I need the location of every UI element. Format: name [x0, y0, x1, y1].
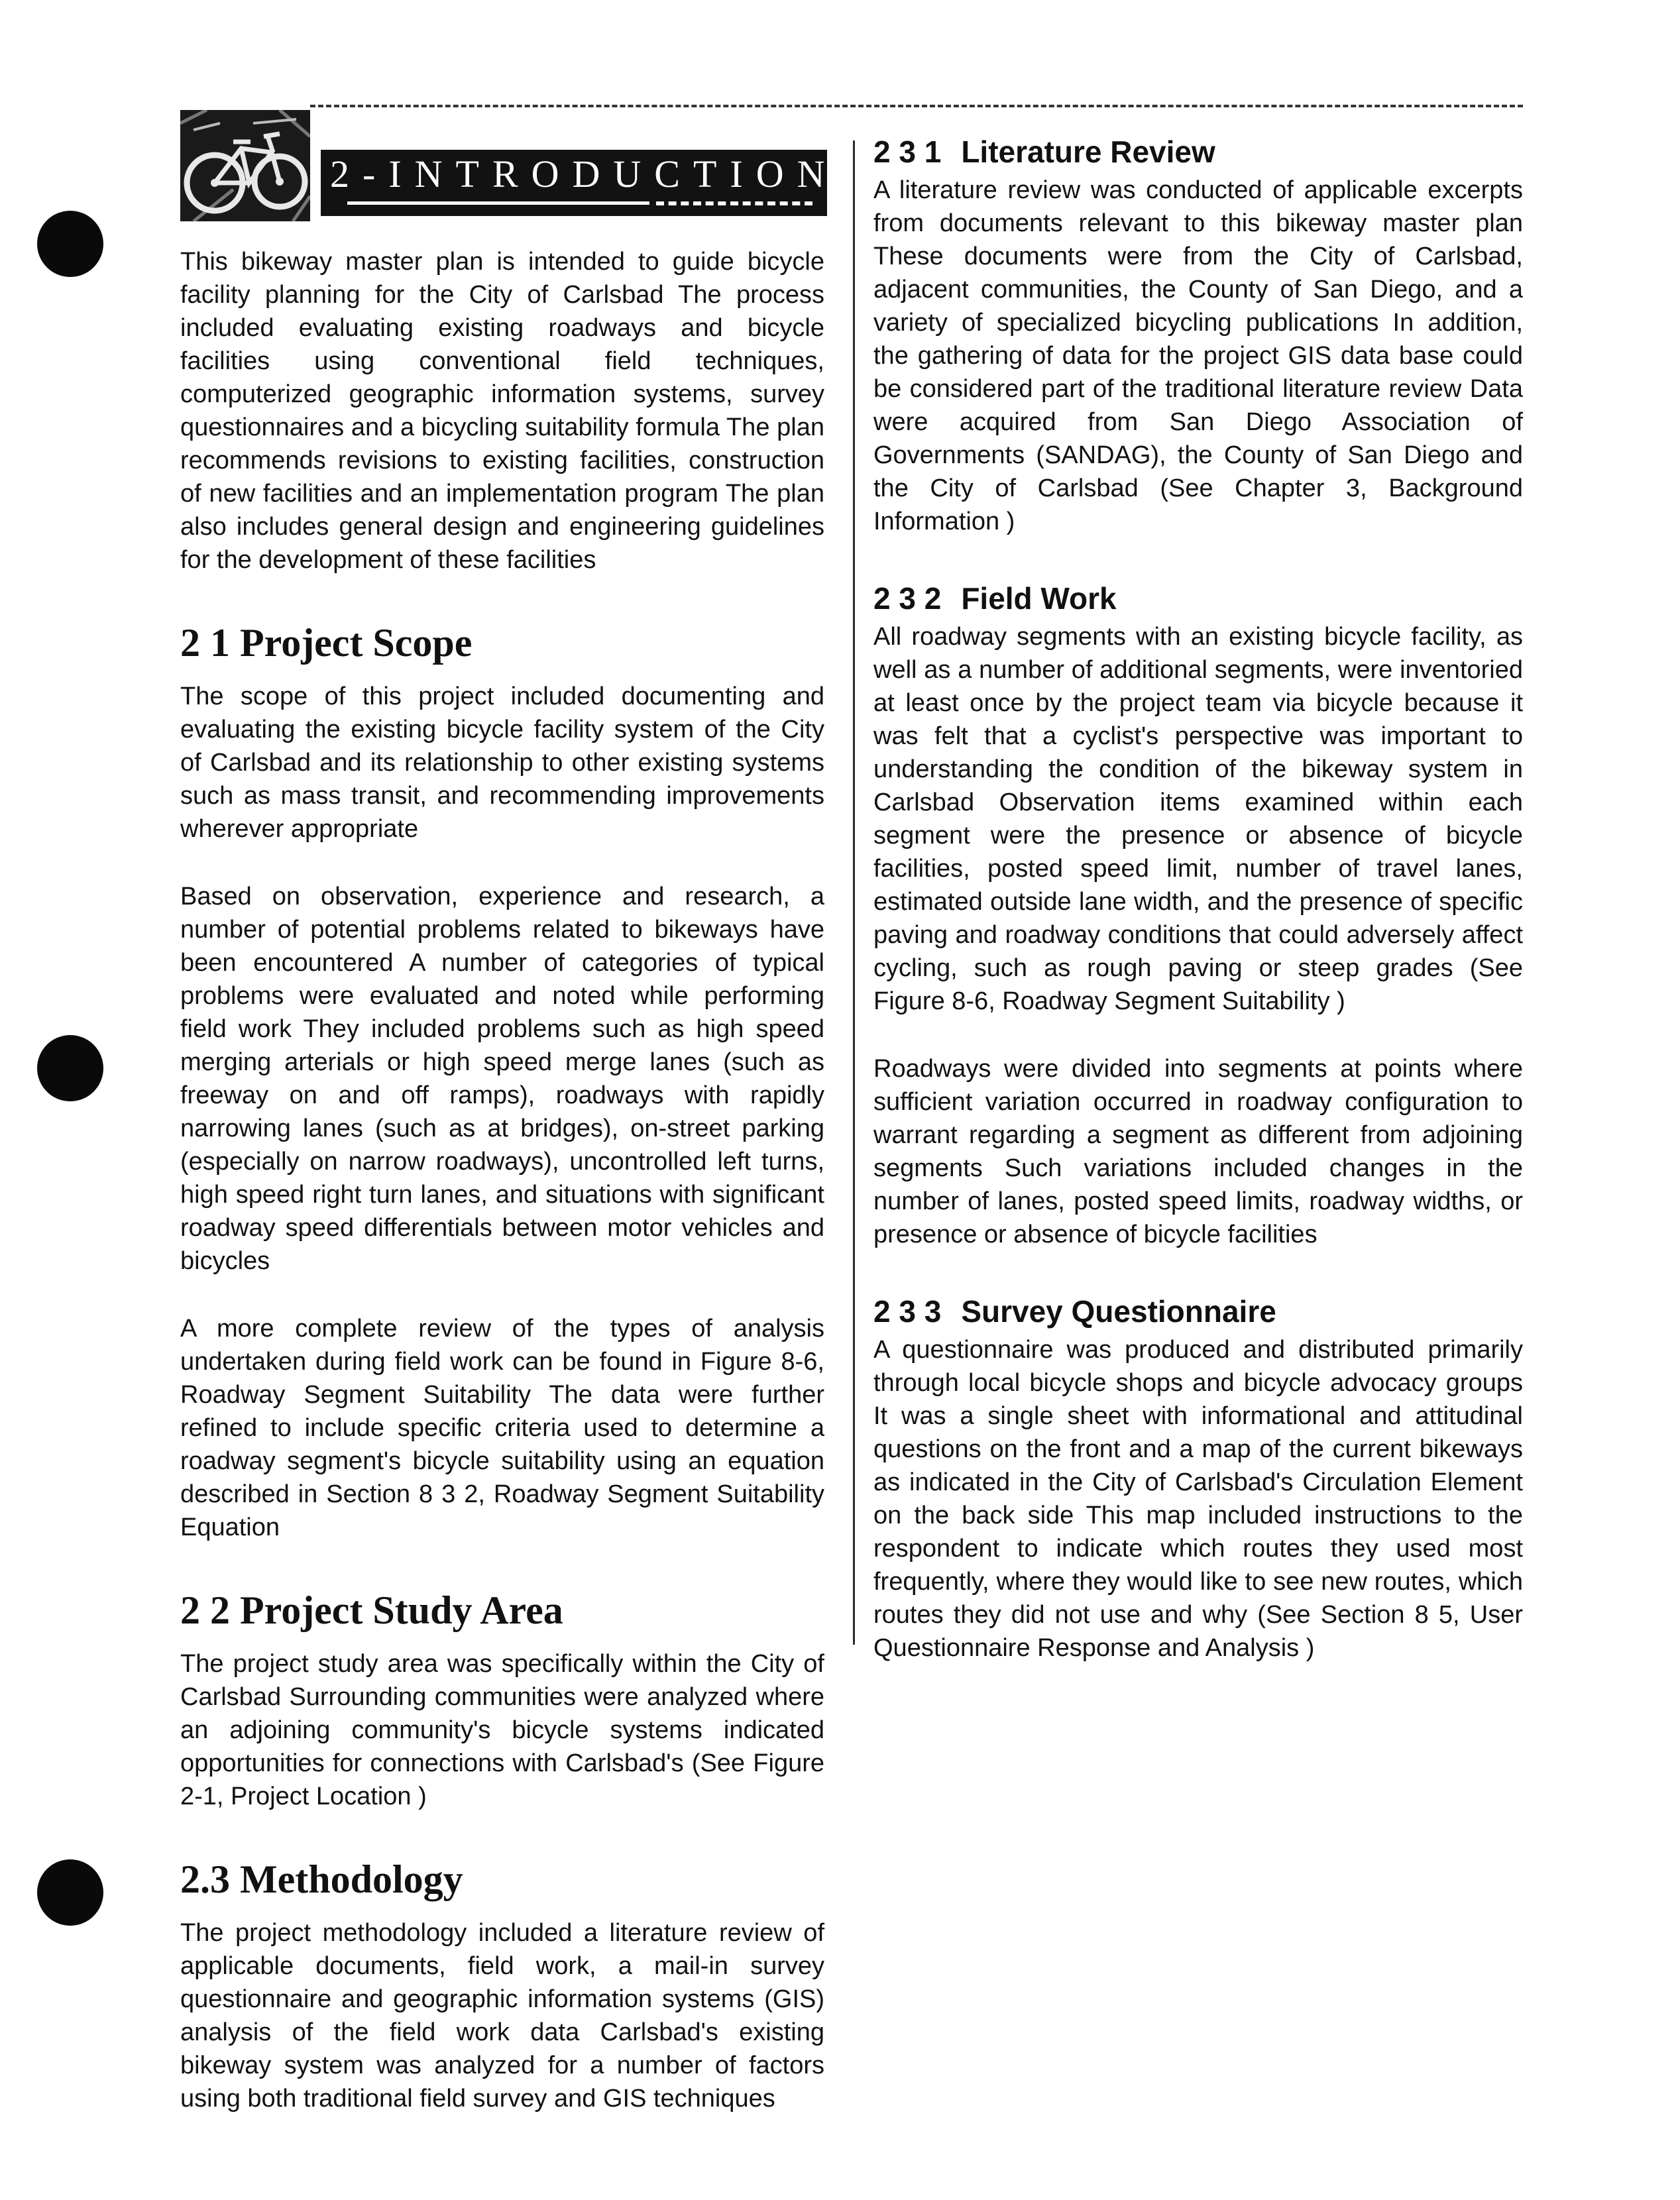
subsection-title: Literature Review [961, 135, 1215, 169]
subsection-heading-survey-questionnaire [873, 1292, 1523, 1331]
binder-hole-top [37, 211, 103, 277]
bicycle-illustration-icon [180, 110, 310, 221]
project-scope-paragraph-2: Based on observation, experience and research, a number of potential problems related to bikeways have been encountered A number of categories of typical problems were evaluated and noted while performing field work They included problems such as high speed merging arterials or high speed merge lanes (such as freeway on and off ramps), roadways with rapidly narrowing lanes (such as at bridges), on-street parking (especially on narrow roadways), uncontrolled left turns, high speed right turn lanes, and situations with significant roadway speed differentials between motor vehicles and bicycles [180, 883, 824, 1275]
section-heading-methodology: 2.3 Methodology [180, 1857, 463, 1901]
subsection-heading-literature-review [873, 133, 1523, 171]
methodology-paragraph: The project methodology included a literature review of applicable documents, field work, a mail-in survey questionnaire and geographic information systems (GIS) analysis of the field work data Carlsbad's existing bikeway system was analyzed for a number of factors using both traditional field survey and GIS techniques [180, 1919, 824, 2113]
subsection-heading-field-work [873, 579, 1523, 618]
header-dashed-rule [310, 105, 1523, 107]
section-heading-project-study-area: 2 2 Project Study Area [180, 1588, 563, 1632]
binder-hole-bottom [37, 1859, 103, 1926]
subsection-title: Survey Questionnaire [961, 1294, 1276, 1329]
intro-paragraph: This bikeway master plan is intended to guide bicycle facility planning for the City of Carlsbad The process included evaluating existing roadways and bicycle facilities using conventional field techniques, computerized geographic information systems, survey questionnaires and a bicycling suitability formula The plan recommends revisions to existing facilities, construction of new facilities and an implementation program The plan also includes general design and engineering guidelines for the development of these facilities [180, 248, 824, 574]
binder-hole-middle [37, 1035, 103, 1101]
survey-questionnaire-paragraph: A questionnaire was produced and distributed primarily through local bicycle shops and bicycle advocacy groups It was a single sheet with informational and attitudinal questions on the front and a map of the current bikeways as indicated in the City of Carlsbad's Circulation Element on the back side This map included instructions to the respondent to indicate which routes they used most frequently, where they would like to see new routes, which routes they did not use and why (See Section 8 5, User Questionnaire Response and Analysis ) [873, 1336, 1523, 1662]
subsection-title: Field Work [961, 581, 1117, 616]
field-work-paragraph-2: Roadways were divided into segments at points where sufficient variation occurred in roadway configuration to warrant regarding a segment as different from adjoining segments Such variations included changes in the number of lanes, posted speed limits, roadway widths, or presence or absence of bicycle facilities [873, 1055, 1523, 1248]
chapter-title: 2-INTRODUCTION [330, 152, 838, 195]
project-scope-paragraph-1: The scope of this project included documenting and evaluating the existing bicycle facility system of the City of Carlsbad and its relationship to other existing systems such as mass transit, and recommending improvements wherever appropriate [180, 683, 824, 843]
section-heading-project-scope: 2 1 Project Scope [180, 621, 473, 665]
project-scope-paragraph-3: A more complete review of the types of analysis undertaken during field work can be found in Figure 8-6, Roadway Segment Suitability The data were further refined to include specific criteria used to determine a roadway segment's bicycle suitability using an equation described in Section 8 3 2, Roadway Segment Suitability Equation [180, 1315, 824, 1541]
study-area-paragraph: The project study area was specifically within the City of Carlsbad Surrounding communities were analyzed where an adjoining community's bicycle systems indicated opportunities for connections with Carlsbad's (See Figure 2-1, Project Location ) [180, 1650, 824, 1810]
field-work-paragraph-1: All roadway segments with an existing bicycle facility, as well as a number of additional segments, were inventoried at least once by the project team via bicycle because it was felt that a cyclist's perspective was important to understanding the condition of the bikeway system in Carlsbad Observation items examined within each segment were the presence or absence of bicycle facilities, posted speed limit, number of travel lanes, estimated outside lane width, and the presence of specific paving and roadway conditions that could adversely affect cycling, such as rough paving or steep grades (See Figure 8-6, Roadway Segment Suitability ) [873, 623, 1523, 1015]
subsection-number: 2 3 2 [873, 581, 942, 616]
literature-review-paragraph: A literature review was conducted of applicable excerpts from documents relevant to this bikeway master plan These documents were from the City of Carlsbad, adjacent communities, the County of San Diego, and a variety of specialized bicycling publications In addition, the gathering of data for the project GIS data base could be considered part of the traditional literature review Data were acquired from San Diego Association of Governments (SANDAG), the County of San Diego and the City of Carlsbad (See Chapter 3, Background Information ) [873, 176, 1523, 535]
subsection-number: 2 3 3 [873, 1294, 942, 1329]
chapter-title-banner [321, 150, 838, 216]
subsection-number: 2 3 1 [873, 135, 942, 169]
left-column [180, 245, 824, 2150]
right-column [873, 133, 1523, 1699]
column-divider [853, 140, 855, 1645]
chapter-header [180, 110, 838, 223]
